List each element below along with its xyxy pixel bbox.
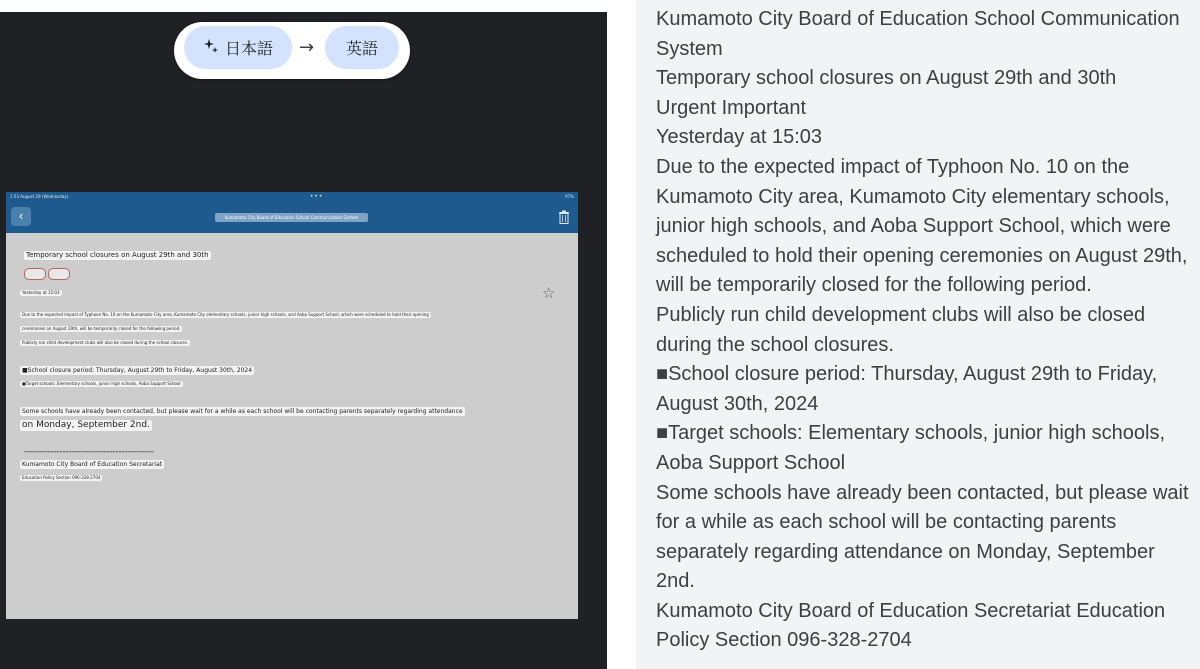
translation-line: ■Target schools: Elementary schools, junior high schools, Aoba Support School bbox=[656, 422, 1165, 474]
target-language-label: 英語 bbox=[345, 39, 378, 58]
swap-arrow-icon: → bbox=[299, 37, 315, 58]
important-badge bbox=[48, 268, 70, 280]
tablet-secretariat: Kumamoto City Board of Education Secretariat bbox=[22, 461, 163, 468]
target-language-button[interactable] bbox=[325, 26, 399, 69]
tablet-body-line-3: Publicly run child development clubs will also be closed during the school closures. bbox=[22, 340, 189, 345]
tablet-subject: Temporary school closures on August 29th and 30th bbox=[26, 251, 209, 259]
camera-view bbox=[0, 12, 607, 669]
chevron-left-icon: ‹ bbox=[18, 209, 24, 223]
sparkle-icon bbox=[203, 38, 219, 58]
source-language-button[interactable] bbox=[184, 26, 292, 69]
translation-panel bbox=[636, 0, 1200, 669]
back-button[interactable] bbox=[11, 207, 31, 226]
translation-line: Publicly run child development clubs will also be closed during the school closures. bbox=[656, 303, 1146, 356]
translation-line: Kumamoto City Board of Education Secretariat Education Policy Section 096-328-2704 bbox=[656, 599, 1166, 652]
source-language-label: 日本語 bbox=[224, 39, 273, 58]
translation-text[interactable] bbox=[656, 5, 1196, 656]
tablet-status-time: 1:53 August 29 (Wednesday) bbox=[10, 194, 69, 199]
tablet-contact-line-2: on Monday, September 2nd. bbox=[22, 420, 150, 430]
translation-line: Due to the expected impact of Typhoon No. 10 on the Kumamoto City area, Kumamoto City elementary schools, junior high schools, and Aoba Support School, which were scheduled to hold their opening ceremonies on August 29th, will be temporarily closed for the following period. bbox=[656, 155, 1188, 297]
tablet-contact-line-1: Some schools have already been contacted, but please wait for a while as each school will be contacting parents separately regarding attendance bbox=[22, 408, 463, 415]
translation-line: Yesterday at 15:03 bbox=[656, 126, 823, 149]
tablet-target-schools: ■Target schools: Elementary schools, junior high schools, Aoba Support School bbox=[22, 381, 181, 386]
tablet-battery: 97% bbox=[565, 194, 574, 199]
translation-line: ■School closure period: Thursday, August 29th to Friday, August 30th, 2024 bbox=[656, 363, 1158, 415]
tablet-status-bar bbox=[6, 192, 578, 201]
trash-icon[interactable] bbox=[558, 209, 570, 223]
tablet-timestamp: Yesterday at 15:03 bbox=[22, 290, 60, 295]
tablet-status-dots: ••• bbox=[309, 193, 324, 200]
translation-line: Temporary school closures on August 29th and 30th bbox=[656, 67, 1117, 90]
tablet-header-title: Kumamoto City Board of Education School Communication System bbox=[215, 213, 368, 222]
tablet-body-line-2: ceremonies on August 29th, will be temporarily closed for the following period. bbox=[22, 326, 181, 331]
translation-line: Kumamoto City Board of Education School Communication System bbox=[656, 8, 1180, 60]
star-icon[interactable]: ☆ bbox=[542, 284, 556, 302]
language-selector bbox=[174, 22, 410, 79]
translation-line: Some schools have already been contacted, but please wait for a while as each school will be contacting parents separately regarding attendance on Monday, September 2nd. bbox=[656, 481, 1189, 593]
tablet-closure-period: ■School closure period: Thursday, August 29th to Friday, August 30th, 2024 bbox=[22, 367, 253, 374]
tablet-photo bbox=[6, 192, 578, 619]
tablet-policy-section: Education Policy Section 096-328-2704 bbox=[22, 475, 101, 480]
urgent-badge bbox=[24, 268, 46, 280]
tablet-body-line-1: Due to the expected impact of Typhoon No. 10 on the Kumamoto City area, Kumamoto City elementary schools, junior high schools, and Aoba Support School, which were scheduled to hold their opening bbox=[22, 312, 429, 317]
translation-line: Urgent Important bbox=[656, 96, 807, 119]
tablet-app-header bbox=[6, 201, 578, 233]
tablet-divider: -------------------------------------------- bbox=[24, 447, 154, 457]
